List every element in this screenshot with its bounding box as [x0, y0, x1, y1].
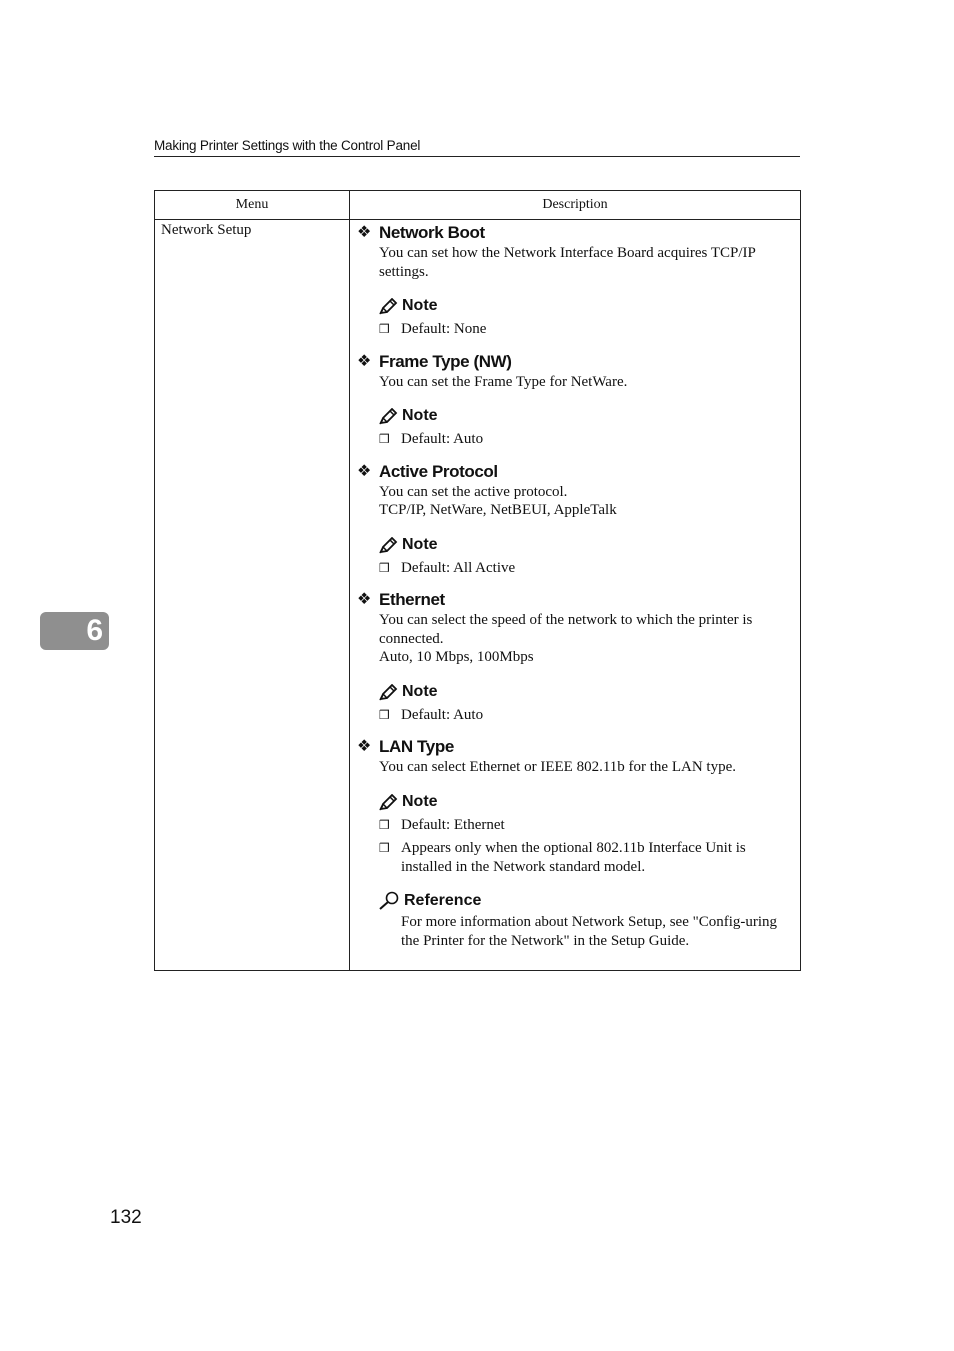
- box-bullet-icon: ❒: [379, 841, 390, 855]
- note-text: Appears only when the optional 802.11b Interface Unit is installed in the Network standard model.: [401, 840, 746, 875]
- menu-name: Network Setup: [155, 220, 350, 971]
- description-line: You can set the Frame Type for NetWare.: [379, 373, 628, 390]
- reference-block: [379, 888, 792, 950]
- description-line: You can select Ethernet or IEEE 802.11b for the LAN type.: [379, 759, 736, 775]
- diamond-icon: ❖: [357, 352, 371, 370]
- description-line: You can set the active protocol.: [379, 483, 568, 500]
- box-bullet-icon: ❒: [379, 432, 390, 446]
- note-item: [379, 430, 792, 449]
- setting-description: [379, 611, 792, 667]
- running-header: Making Printer Settings with the Control Panel: [154, 138, 800, 157]
- note-item: [379, 706, 792, 725]
- note-label: Note: [402, 682, 438, 700]
- note-text: Default: None: [401, 321, 487, 337]
- note-item: [379, 559, 792, 578]
- description-line: Auto, 10 Mbps, 100Mbps: [379, 649, 534, 665]
- magnifier-icon: [379, 891, 400, 910]
- column-header-description: Description: [350, 191, 801, 220]
- description-cell: [350, 220, 801, 971]
- note-text: Default: Auto: [401, 706, 484, 723]
- note-block: [379, 789, 792, 877]
- description-line: TCP/IP, NetWare, NetBEUI, AppleTalk: [379, 502, 617, 518]
- note-item: [379, 816, 792, 835]
- box-bullet-icon: ❒: [379, 322, 390, 336]
- pencil-icon: [379, 684, 398, 701]
- pencil-icon: [379, 408, 398, 425]
- setting-network-boot: [357, 222, 792, 339]
- setting-active-protocol: [357, 461, 792, 578]
- description-line: You can set how the Network Interface Board acquires TCP/IP settings.: [379, 245, 756, 280]
- note-block: [379, 293, 792, 339]
- table-row: [155, 220, 801, 971]
- pencil-icon: [379, 794, 398, 811]
- chapter-tab: 6: [40, 612, 109, 650]
- note-block: [379, 679, 792, 725]
- note-item: [379, 839, 792, 876]
- column-header-menu: Menu: [155, 191, 350, 220]
- note-text: Default: All Active: [401, 559, 516, 576]
- settings-table: [154, 190, 801, 971]
- pencil-icon: [379, 298, 398, 315]
- setting-description: [379, 758, 792, 777]
- note-label: Note: [402, 792, 438, 810]
- diamond-icon: ❖: [357, 738, 371, 755]
- diamond-icon: ❖: [357, 224, 371, 241]
- setting-description: [379, 483, 792, 520]
- reference-text: For more information about Network Setup, see "Config-uring the Printer for the Network" in the Setup Guide.: [401, 914, 778, 949]
- box-bullet-icon: ❒: [379, 817, 390, 832]
- note-text: Default: Ethernet: [401, 816, 505, 833]
- setting-description: [379, 244, 792, 281]
- note-label: Note: [402, 535, 438, 553]
- diamond-icon: ❖: [357, 591, 371, 608]
- setting-ethernet: [357, 589, 792, 724]
- note-block: [379, 532, 792, 578]
- setting-title: Network Boot: [379, 223, 485, 242]
- note-label: Note: [402, 407, 438, 424]
- description-line: You can select the speed of the network to which the printer is connected.: [379, 612, 753, 647]
- page-number: 132: [110, 1207, 142, 1228]
- note-item: [379, 320, 792, 339]
- note-text: Default: Auto: [401, 431, 484, 447]
- note-block: [379, 403, 792, 449]
- note-label: Note: [402, 297, 438, 314]
- pencil-icon: [379, 537, 398, 554]
- table-header-row: [155, 191, 801, 220]
- reference-label: Reference: [404, 892, 482, 909]
- box-bullet-icon: ❒: [379, 560, 390, 575]
- diamond-icon: ❖: [357, 462, 371, 480]
- setting-lan-type: [357, 736, 792, 950]
- box-bullet-icon: ❒: [379, 707, 390, 722]
- setting-title: LAN Type: [379, 737, 454, 756]
- setting-description: [379, 373, 792, 392]
- setting-title: Ethernet: [379, 590, 445, 609]
- setting-title: Frame Type (NW): [379, 351, 512, 371]
- setting-frame-type: [357, 351, 792, 449]
- setting-title: Active Protocol: [379, 461, 498, 481]
